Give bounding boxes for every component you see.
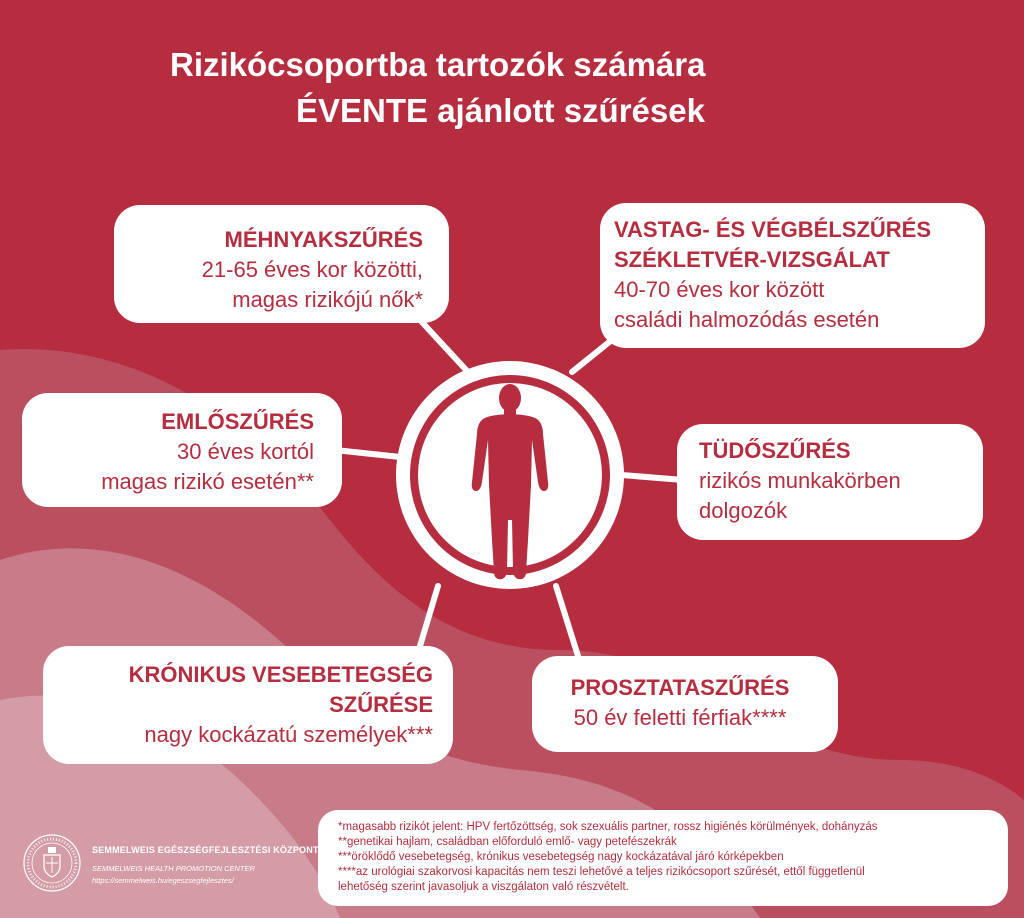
prostate-screening-heading: PROSZTATASZŰRÉS [570, 675, 790, 700]
lung-screening-line-2: dolgozók [699, 498, 788, 523]
kidney-screening-heading-1: KRÓNIKUS VESEBETEGSÉG [128, 662, 433, 687]
organization-url[interactable]: https://semmelweis.hu/egeszsegfejlesztes/ [92, 876, 234, 885]
title-line-2: ÉVENTE ajánlott szűrések [296, 92, 705, 129]
lung-screening-line-1: rizikós munkakörben [699, 468, 901, 493]
footnotes-box [318, 810, 1008, 906]
university-seal-logo [22, 833, 82, 893]
organization-info [92, 844, 319, 887]
colon-screening-line-1: 40-70 éves kor között [614, 277, 825, 302]
footnote-3: ***öröklődő vesebetegség, krónikus vesebetegség nagy kockázatával járó kórképekben [338, 851, 784, 863]
colon-screening-line-2: családi halmozódás esetén [614, 307, 880, 332]
colon-screening-heading-2: SZÉKLETVÉR-VIZSGÁLAT [614, 247, 890, 272]
cervical-screening-line-2: magas rizikójú nők* [232, 287, 423, 312]
cervical-screening-heading: MÉHNYAKSZŰRÉS [224, 227, 423, 252]
prostate-screening-card [532, 656, 838, 752]
organization-english-name: SEMMELWEIS HEALTH PROMOTION CENTER [92, 864, 255, 873]
lung-screening-card [677, 424, 983, 540]
kidney-screening-card [43, 646, 453, 764]
footnote-1: *magasabb rizikót jelent: HPV fertőzöttség, sok szexuális partner, rossz higiénés körülmények, dohányzás [338, 821, 878, 833]
kidney-screening-heading-2: SZŰRÉSE [329, 692, 433, 717]
footnote-4a: ****az urológiai szakorvosi kapacitás nem teszi lehetővé a teljes rizikócsoport szűrését, ettől függetlenül [338, 866, 865, 878]
prostate-screening-line-1: 50 év feletti férfiak**** [573, 705, 787, 730]
page-title [0, 42, 1024, 134]
footnote-4b: lehetőség szerint javasoljuk a viszgálaton való részvételt. [338, 881, 629, 893]
kidney-screening-line-1: nagy kockázatú személyek*** [144, 722, 433, 747]
breast-screening-line-1: 30 éves kortól [177, 439, 314, 464]
breast-screening-card [22, 393, 342, 507]
title-line-1: Rizikócsoportba tartozók számára [170, 46, 706, 83]
cervical-screening-card [114, 205, 449, 323]
lung-screening-heading: TÜDŐSZŰRÉS [699, 438, 851, 463]
colon-screening-heading-1: VASTAG- ÉS VÉGBÉLSZŰRÉS [614, 217, 932, 242]
cervical-screening-line-1: 21-65 éves kor közötti, [201, 257, 423, 282]
breast-screening-line-2: magas rizikó esetén** [101, 469, 314, 494]
organization-name: SEMMELWEIS EGÉSZSÉGFEJLESZTÉSI KÖZPONT [92, 845, 319, 855]
footnote-2: **genetikai hajlam, családban előforduló emlő- vagy petefészekrák [338, 836, 677, 848]
breast-screening-heading: EMLŐSZŰRÉS [161, 409, 314, 434]
colon-screening-card [600, 203, 985, 348]
